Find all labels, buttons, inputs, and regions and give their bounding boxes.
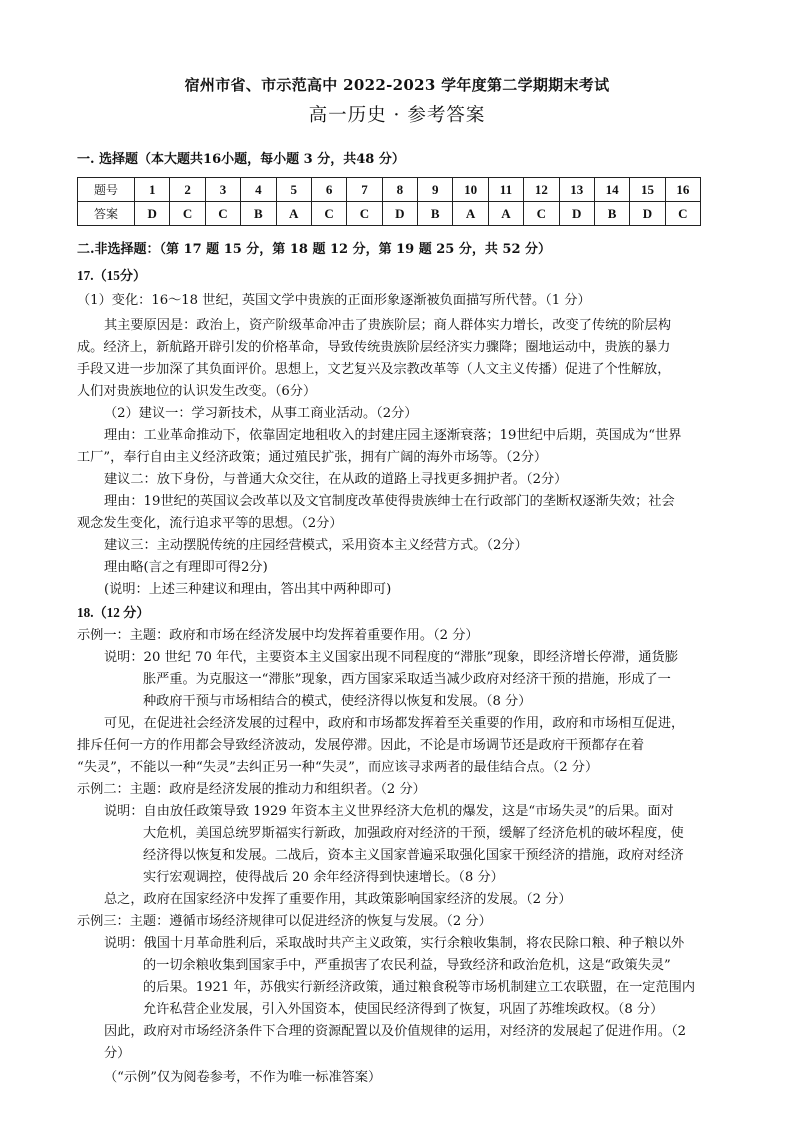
answer-cell: D: [559, 202, 594, 226]
question-number-row: [78, 178, 701, 202]
question-number: 10: [453, 178, 488, 202]
question-number: 11: [488, 178, 523, 202]
question-number: 8: [382, 178, 417, 202]
text-line: 其主要原因是：政治上，资产阶级革命冲击了贵族阶层；商人群体实力增长，改变了传统的阶层构: [104, 318, 672, 333]
question-18-heading: 18.（12 分）: [77, 605, 150, 620]
question-number: 13: [559, 178, 594, 202]
text-line: 胀严重。为克服这一“滞胀”现象，西方国家采取适当减少政府对经济干预的措施，形成了一: [143, 672, 671, 687]
section-2-heading: 二.非选择题：（第 17 题 15 分，第 18 题 12 分，第 19 题 25 分，共 52 分）: [77, 242, 552, 257]
text-line: 可见，在促进社会经济发展的过程中，政府和市场都发挥着至关重要的作用，政府和市场相互促进，: [104, 716, 685, 731]
question-number: 14: [594, 178, 629, 202]
answer-cell: C: [311, 202, 346, 226]
text-line: 理由：19世纪的英国议会改革以及文官制度改革使得贵族绅士在行政部门的垄断权逐渐失效；社会: [104, 494, 675, 509]
text-line: 经济得以恢复和发展。二战后，资本主义国家普遍采取强化国家干预经济的措施，政府对经济: [143, 848, 684, 863]
text-line: 工厂”，奉行自由主义经济政策；通过殖民扩张，拥有广阔的海外市场等。（2分）: [77, 450, 548, 465]
answer-cell: D: [630, 202, 665, 226]
text-line: 理由：工业革命推动下，依靠固定地租收入的封建庄园主逐渐衰落；19世纪中后期，英国成为“世界: [104, 428, 682, 443]
text-line: 排斥任何一方的作用都会导致经济波动，发展停滞。因此，不论是市场调节还是政府干预都存在着: [77, 738, 645, 753]
answer-cell: D: [135, 202, 170, 226]
text-line: 建议二：放下身份，与普通大众交往，在从政的道路上寻找更多拥护者。（2分）: [104, 472, 568, 487]
question-number: 12: [524, 178, 559, 202]
text-line: “失灵”，不能以一种“失灵”去纠正另一种“失灵”，而应该寻求两者的最佳结合点。（2 分）: [77, 760, 599, 775]
question-number: 4: [241, 178, 276, 202]
text-line: 建议三：主动摆脱传统的庄园经营模式，采用资本主义经营方式。（2分）: [104, 538, 528, 553]
answer-cell: B: [594, 202, 629, 226]
text-line: 实行宏观调控，使得战后 20 余年经济得到快速增长。（8 分）: [143, 870, 504, 885]
text-line: 示例三：主题：遵循市场经济规律可以促进经济的恢复与发展。（2 分）: [77, 914, 492, 929]
question-number: 15: [630, 178, 665, 202]
answer-row: [78, 202, 701, 226]
answer-cell: C: [170, 202, 205, 226]
text-line: 成。经济上，新航路开辟引发的价格革命，导致传统贵族阶层经济实力骤降；圈地运动中，贵族的暴力: [77, 340, 671, 355]
answer-cell: B: [241, 202, 276, 226]
text-line: (说明：上述三种建议和理由，答出其中两种即可): [104, 582, 392, 597]
page-title: 高一历史 · 参考答案: [308, 105, 486, 126]
text-line: 种政府干预与市场相结合的模式，使经济得以恢复和发展。（8 分）: [143, 694, 532, 709]
question-number: 2: [170, 178, 205, 202]
answer-table: [77, 177, 701, 226]
text-line: 总之，政府在国家经济中发挥了重要作用，其政策影响国家经济的发展。（2 分）: [104, 892, 572, 907]
answer-cell: B: [418, 202, 453, 226]
answer-cell: A: [453, 202, 488, 226]
question-number: 7: [347, 178, 382, 202]
answer-cell: C: [665, 202, 700, 226]
question-number: 5: [276, 178, 311, 202]
text-line: （2）建议一：学习新技术，从事工商业活动。（2分）: [104, 406, 418, 421]
answer-cell: C: [524, 202, 559, 226]
question-number: 9: [418, 178, 453, 202]
text-line: 分）: [104, 1046, 131, 1061]
text-line: 人们对贵族地位的认识发生改变。（6分）: [77, 384, 317, 399]
answer-cell: D: [382, 202, 417, 226]
footnote: （“示例”仅为阅卷参考，不作为唯一标准答案）: [104, 1070, 382, 1085]
answer-cell: C: [205, 202, 240, 226]
answer-cell: A: [276, 202, 311, 226]
text-line: 观念发生变化，流行追求平等的思想。（2分）: [77, 516, 343, 531]
text-line: 因此，政府对市场经济条件下合理的资源配置以及价值规律的运用，对经济的发展起了促进作用。（2: [104, 1024, 687, 1039]
answer-cell: C: [347, 202, 382, 226]
text-line: 理由略(言之有理即可得2分): [104, 560, 268, 575]
text-line: 大危机，美国总统罗斯福实行新政，加强政府对经济的干预，缓解了经济危机的破坏程度，使: [143, 826, 684, 841]
question-number: 3: [205, 178, 240, 202]
exam-title: 宿州市省、市示范高中 2022-2023 学年度第二学期期末考试: [184, 76, 610, 94]
text-line: （1）变化：16～18 世纪，英国文学中贵族的正面形象逐渐被负面描写所代替。（1 分）: [77, 293, 591, 308]
text-line: 的后果。1921 年，苏俄实行新经济政策，通过粮食税等市场机制建立工农联盟，在一定范围内: [143, 980, 696, 995]
text-line: 示例二：主题：政府是经济发展的推动力和组织者。（2 分）: [77, 782, 426, 797]
answer-cell: A: [488, 202, 523, 226]
text-line: 允许私营企业发展，引入外国资本，使国民经济得到了恢复，巩固了苏维埃政权。（8 分）: [143, 1002, 664, 1017]
text-line: 说明：20 世纪 70 年代，主要资本主义国家出现不同程度的“滞胀”现象，即经济增长停滞，通货膨: [104, 650, 678, 665]
text-line: 的一切余粮收集到国家手中，严重损害了农民利益，导致经济和政治危机，这是“政策失灵”: [143, 958, 671, 973]
text-line: 手段又进一步加深了其负面评价。思想上，文艺复兴及宗教改革等（人文主义传播）促进了个性解放，: [77, 362, 671, 377]
text-line: 示例一：主题：政府和市场在经济发展中均发挥着重要作用。（2 分）: [77, 628, 479, 643]
text-line: 说明：自由放任政策导致 1929 年资本主义世界经济大危机的爆发，这是“市场失灵”的后果。面对: [104, 804, 674, 819]
row-label-answer: 答案: [78, 202, 135, 226]
question-number: 1: [135, 178, 170, 202]
question-17-heading: 17.（15分）: [77, 268, 147, 283]
text-line: 说明：俄国十月革命胜利后，采取战时共产主义政策，实行余粮收集制，将农民除口粮、种子粮以外: [104, 936, 685, 951]
row-label-question: 题号: [78, 178, 135, 202]
section-1-heading: 一. 选择题（本大题共16小题，每小题 3 分，共48 分）: [77, 152, 405, 167]
question-number: 16: [665, 178, 700, 202]
question-number: 6: [311, 178, 346, 202]
